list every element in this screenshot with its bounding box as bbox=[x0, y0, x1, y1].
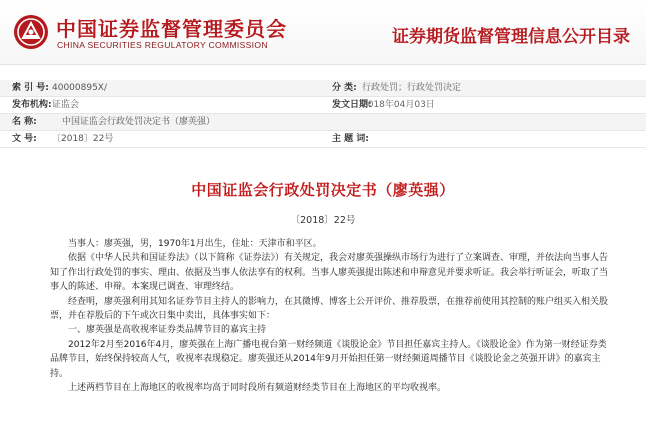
doc-no-label: 文 号: bbox=[12, 134, 37, 144]
name-label: 名 称: bbox=[12, 117, 37, 127]
publisher-label: 发布机构: bbox=[12, 100, 52, 110]
meta-row-name bbox=[0, 114, 646, 131]
findings-paragraph: 经查明，廖英强利用其知名证券节目主持人的影响力，在其微博、博客上公开评价、推荐股票，在推荐前使用其控制的账户组买入相关股票，并在荐股后的下午或次日集中卖出，具体事实如下： bbox=[50, 296, 609, 322]
document-body bbox=[50, 237, 608, 395]
publisher-value: 证监会 bbox=[52, 100, 80, 110]
index-label: 索 引 号: bbox=[12, 83, 49, 93]
org-name-en: CHINA SECURITIES REGULATORY COMMISSION bbox=[57, 40, 268, 50]
ratings-paragraph: 上述两档节目在上海地区的收视率均高于同时段所有频道财经类节目在上海地区的平均收视率。 bbox=[68, 383, 447, 394]
date-label: 发文日期: bbox=[332, 100, 372, 110]
catalog-title[interactable]: 证券期货监督管理信息公开目录 bbox=[392, 27, 630, 47]
category-value: 行政处罚；行政处罚决定 bbox=[362, 83, 462, 93]
document-number: 〔2018〕22号 bbox=[290, 215, 356, 226]
index-value: 40000895X/ bbox=[52, 83, 108, 93]
meta-row-index bbox=[0, 80, 646, 97]
meta-row-doc-no bbox=[0, 131, 646, 148]
site-header bbox=[0, 0, 646, 65]
org-name-cn[interactable]: 中国证券监督管理委员会 bbox=[56, 17, 287, 41]
basis-paragraph: 依据《中华人民共和国证券法》（以下简称《证券法》）有关规定，我会对廖英强操纵市场行为进行了立案调查、审理，并依法向当事人告知了作出行政处罚的事实、理由、依据及当事人依法享有的权利。当事人廖英强提出陈述和申辩意见并要求听证。我会举行听证会，听取了当事人的陈述、申辩。本案现已调查、审理终结。 bbox=[50, 253, 609, 293]
section-heading: 一、廖英强是高收视率证券类品牌节目的嘉宾主持 bbox=[68, 325, 267, 336]
party-paragraph: 当事人：廖英强，男，1970年1月出生，住址：天津市和平区。 bbox=[68, 239, 322, 249]
csrc-emblem-icon[interactable] bbox=[13, 14, 49, 50]
subject-label: 主 题 词: bbox=[332, 134, 369, 144]
doc-no-value: 〔2018〕22号 bbox=[52, 134, 114, 144]
name-value: 中国证监会行政处罚决定书（廖英强） bbox=[62, 117, 216, 127]
category-label: 分 类: bbox=[332, 83, 357, 93]
date-value: 2018年04月03日 bbox=[362, 100, 435, 110]
fact-paragraph: 2012年2月至2016年4月，廖英强在上海广播电视台第一财经频道《谈股论金》节目担任嘉宾主持人。《谈股论金》作为第一财经证券类品牌节目，始终保持较高人气，收视率表现稳定。廖英强还从2014年9月开始担任第一财经频道周播节目《谈股论金之英强开讲》的嘉宾主持。 bbox=[50, 339, 607, 379]
meta-row-publisher bbox=[0, 97, 646, 114]
document-title: 中国证监会行政处罚决定书（廖英强） bbox=[191, 181, 455, 199]
document-meta bbox=[0, 80, 646, 148]
